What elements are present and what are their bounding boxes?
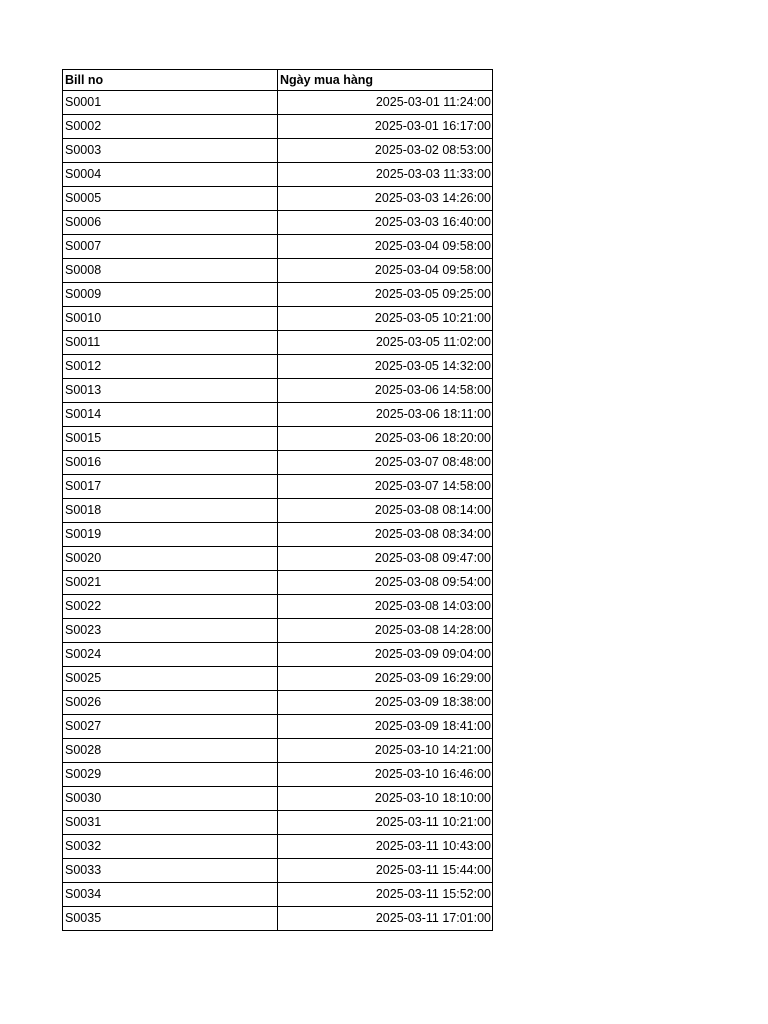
bill-no-cell[interactable]: S0026 <box>63 691 278 715</box>
bill-no-cell[interactable]: S0005 <box>63 187 278 211</box>
bill-no-cell[interactable]: S0001 <box>63 91 278 115</box>
table-row <box>63 667 493 691</box>
purchase-date-cell[interactable]: 2025-03-05 14:32:00 <box>278 355 493 379</box>
purchase-date-cell[interactable]: 2025-03-06 18:11:00 <box>278 403 493 427</box>
table-row <box>63 811 493 835</box>
purchase-date-cell[interactable]: 2025-03-02 08:53:00 <box>278 139 493 163</box>
bill-no-cell[interactable]: S0019 <box>63 523 278 547</box>
bill-table <box>62 69 493 931</box>
bill-no-cell[interactable]: S0027 <box>63 715 278 739</box>
purchase-date-cell[interactable]: 2025-03-04 09:58:00 <box>278 235 493 259</box>
purchase-date-cell[interactable]: 2025-03-01 16:17:00 <box>278 115 493 139</box>
table-row <box>63 883 493 907</box>
column-header-purchase-date[interactable]: Ngày mua hàng <box>278 70 493 91</box>
purchase-date-cell[interactable]: 2025-03-11 15:52:00 <box>278 883 493 907</box>
table-row <box>63 91 493 115</box>
purchase-date-cell[interactable]: 2025-03-05 10:21:00 <box>278 307 493 331</box>
purchase-date-cell[interactable]: 2025-03-09 18:41:00 <box>278 715 493 739</box>
purchase-date-cell[interactable]: 2025-03-11 10:43:00 <box>278 835 493 859</box>
table-row <box>63 499 493 523</box>
bill-no-cell[interactable]: S0023 <box>63 619 278 643</box>
bill-no-cell[interactable]: S0021 <box>63 571 278 595</box>
table-row <box>63 547 493 571</box>
column-header-bill-no[interactable]: Bill no <box>63 70 278 91</box>
table-row <box>63 451 493 475</box>
bill-no-cell[interactable]: S0025 <box>63 667 278 691</box>
bill-no-cell[interactable]: S0010 <box>63 307 278 331</box>
bill-no-cell[interactable]: S0007 <box>63 235 278 259</box>
purchase-date-cell[interactable]: 2025-03-08 08:14:00 <box>278 499 493 523</box>
purchase-date-cell[interactable]: 2025-03-11 17:01:00 <box>278 907 493 931</box>
table-row <box>63 571 493 595</box>
table-row <box>63 475 493 499</box>
purchase-date-cell[interactable]: 2025-03-07 08:48:00 <box>278 451 493 475</box>
purchase-date-cell[interactable]: 2025-03-09 18:38:00 <box>278 691 493 715</box>
table-row <box>63 379 493 403</box>
purchase-date-cell[interactable]: 2025-03-11 10:21:00 <box>278 811 493 835</box>
table-row <box>63 355 493 379</box>
purchase-date-cell[interactable]: 2025-03-07 14:58:00 <box>278 475 493 499</box>
table-row <box>63 259 493 283</box>
table-row <box>63 787 493 811</box>
table-row <box>63 715 493 739</box>
purchase-date-cell[interactable]: 2025-03-09 16:29:00 <box>278 667 493 691</box>
table-row <box>63 763 493 787</box>
purchase-date-cell[interactable]: 2025-03-06 14:58:00 <box>278 379 493 403</box>
table-row <box>63 139 493 163</box>
purchase-date-cell[interactable]: 2025-03-03 14:26:00 <box>278 187 493 211</box>
table-row <box>63 619 493 643</box>
table-row <box>63 907 493 931</box>
purchase-date-cell[interactable]: 2025-03-06 18:20:00 <box>278 427 493 451</box>
purchase-date-cell[interactable]: 2025-03-08 09:54:00 <box>278 571 493 595</box>
bill-no-cell[interactable]: S0029 <box>63 763 278 787</box>
bill-no-cell[interactable]: S0003 <box>63 139 278 163</box>
bill-no-cell[interactable]: S0033 <box>63 859 278 883</box>
bill-no-cell[interactable]: S0008 <box>63 259 278 283</box>
purchase-date-cell[interactable]: 2025-03-04 09:58:00 <box>278 259 493 283</box>
bill-no-cell[interactable]: S0002 <box>63 115 278 139</box>
bill-no-cell[interactable]: S0032 <box>63 835 278 859</box>
table-body <box>63 91 493 931</box>
purchase-date-cell[interactable]: 2025-03-10 18:10:00 <box>278 787 493 811</box>
purchase-date-cell[interactable]: 2025-03-11 15:44:00 <box>278 859 493 883</box>
spreadsheet-sheet <box>62 69 493 931</box>
table-row <box>63 187 493 211</box>
bill-no-cell[interactable]: S0022 <box>63 595 278 619</box>
bill-no-cell[interactable]: S0017 <box>63 475 278 499</box>
bill-no-cell[interactable]: S0020 <box>63 547 278 571</box>
table-row <box>63 859 493 883</box>
table-row <box>63 739 493 763</box>
bill-no-cell[interactable]: S0015 <box>63 427 278 451</box>
purchase-date-cell[interactable]: 2025-03-08 14:28:00 <box>278 619 493 643</box>
table-row <box>63 235 493 259</box>
bill-no-cell[interactable]: S0006 <box>63 211 278 235</box>
bill-no-cell[interactable]: S0024 <box>63 643 278 667</box>
table-row <box>63 595 493 619</box>
bill-no-cell[interactable]: S0035 <box>63 907 278 931</box>
purchase-date-cell[interactable]: 2025-03-03 16:40:00 <box>278 211 493 235</box>
table-row <box>63 523 493 547</box>
bill-no-cell[interactable]: S0009 <box>63 283 278 307</box>
purchase-date-cell[interactable]: 2025-03-08 09:47:00 <box>278 547 493 571</box>
table-row <box>63 115 493 139</box>
table-row <box>63 283 493 307</box>
purchase-date-cell[interactable]: 2025-03-03 11:33:00 <box>278 163 493 187</box>
purchase-date-cell[interactable]: 2025-03-08 14:03:00 <box>278 595 493 619</box>
bill-no-cell[interactable]: S0013 <box>63 379 278 403</box>
table-row <box>63 691 493 715</box>
table-row <box>63 427 493 451</box>
bill-no-cell[interactable]: S0014 <box>63 403 278 427</box>
table-row <box>63 403 493 427</box>
table-row <box>63 163 493 187</box>
table-row <box>63 307 493 331</box>
bill-no-cell[interactable]: S0031 <box>63 811 278 835</box>
bill-no-cell[interactable]: S0034 <box>63 883 278 907</box>
table-row <box>63 331 493 355</box>
bill-no-cell[interactable]: S0018 <box>63 499 278 523</box>
bill-no-cell[interactable]: S0011 <box>63 331 278 355</box>
header-row <box>63 70 493 91</box>
bill-no-cell[interactable]: S0004 <box>63 163 278 187</box>
purchase-date-cell[interactable]: 2025-03-10 16:46:00 <box>278 763 493 787</box>
bill-no-cell[interactable]: S0016 <box>63 451 278 475</box>
table-row <box>63 211 493 235</box>
bill-no-cell[interactable]: S0012 <box>63 355 278 379</box>
table-row <box>63 835 493 859</box>
purchase-date-cell[interactable]: 2025-03-01 11:24:00 <box>278 91 493 115</box>
bill-no-cell[interactable]: S0030 <box>63 787 278 811</box>
purchase-date-cell[interactable]: 2025-03-09 09:04:00 <box>278 643 493 667</box>
bill-no-cell[interactable]: S0028 <box>63 739 278 763</box>
purchase-date-cell[interactable]: 2025-03-05 11:02:00 <box>278 331 493 355</box>
purchase-date-cell[interactable]: 2025-03-10 14:21:00 <box>278 739 493 763</box>
purchase-date-cell[interactable]: 2025-03-08 08:34:00 <box>278 523 493 547</box>
table-row <box>63 643 493 667</box>
purchase-date-cell[interactable]: 2025-03-05 09:25:00 <box>278 283 493 307</box>
